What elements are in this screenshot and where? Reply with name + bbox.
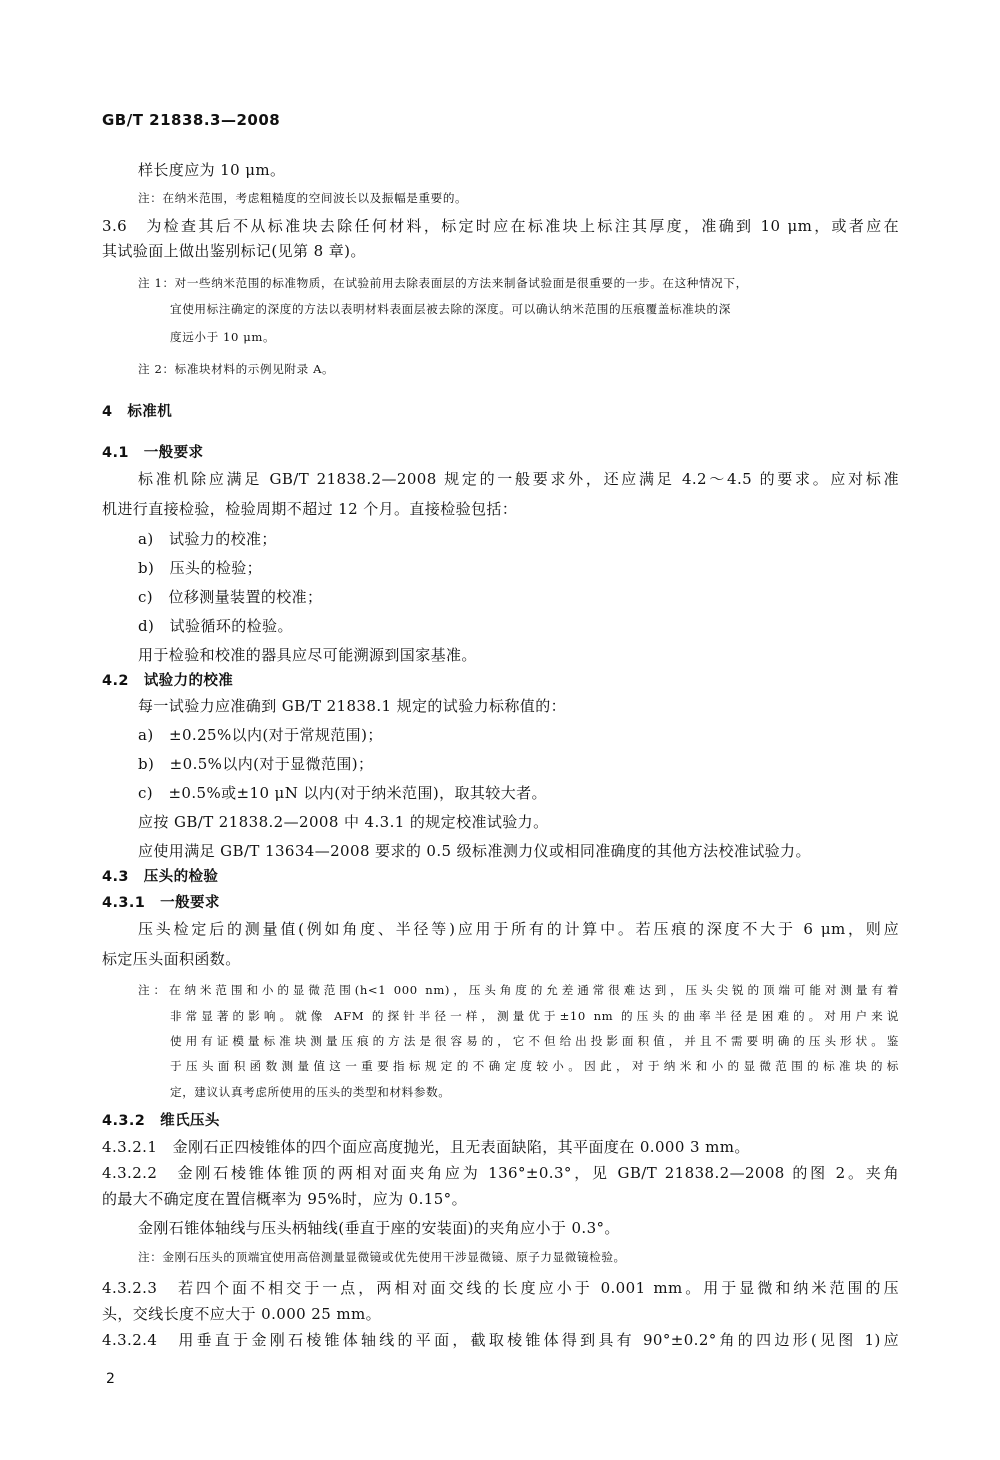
note-line: 注：在纳米范围，考虑粗糙度的空间波长以及振幅是重要的。 — [138, 191, 468, 205]
text-line: 的最大不确定度在置信概率为 95%时，应为 0.15°。 — [102, 1190, 467, 1208]
list-item: d) 试验循环的检验。 — [138, 617, 293, 635]
note-line: 注：金刚石压头的顶端宜使用高倍测量显微镜或优先使用干涉显微镜、原子力显微镜检验。 — [138, 1250, 626, 1264]
list-item: a) 试验力的校准； — [138, 530, 277, 548]
text-line: 金刚石锥体轴线与压头柄轴线(垂直于座的安装面)的夹角应小于 0.3°。 — [138, 1219, 620, 1237]
text-line: 标定压头面积函数。 — [102, 950, 241, 968]
clause-4-3-1-heading: 4.3.1 一般要求 — [102, 895, 220, 911]
list-item: c) ±0.5%或±10 μN 以内(对于纳米范围)，取其较大者。 — [138, 784, 547, 802]
note-line: 度远小于 10 μm。 — [170, 330, 276, 344]
text-line: 机进行直接检验，检验周期不超过 12 个月。直接检验包括： — [102, 500, 518, 518]
text-line: 头，交线长度不应大于 0.000 25 mm。 — [102, 1305, 381, 1323]
clause-4-3-2-3: 4.3.2.3 若四个面不相交于一点，两相对面交线的长度应小于 0.001 mm。用于显微和纳米范围的压 — [102, 1279, 899, 1297]
text-line: 应按 GB/T 21838.2—2008 中 4.3.1 的规定校准试验力。 — [138, 813, 549, 831]
note-line: 于压头面积函数测量值这一重要指标规定的不确定度较小。因此，对于纳米和小的显微范围的标准块的标 — [170, 1059, 899, 1073]
note-line: 定，建议认真考虑所使用的压头的类型和材料参数。 — [170, 1085, 451, 1099]
list-item: b) 压头的检验； — [138, 559, 263, 577]
clause-4-3-heading: 4.3 压头的检验 — [102, 869, 219, 885]
clause-4-2-heading: 4.2 试验力的校准 — [102, 673, 234, 689]
note-line: 使用有证模量标准块测量压痕的方法是很容易的，它不但给出投影面积值，并且不需要明确的压头形状。鉴 — [170, 1034, 899, 1048]
section-4-heading: 4 标准机 — [102, 404, 173, 420]
text-line: 其试验面上做出鉴别标记(见第 8 章)。 — [102, 242, 366, 260]
note-line: 宜使用标注确定的深度的方法以表明材料表面层被去除的深度。可以确认纳米范围的压痕覆盖标准块的深 — [170, 302, 731, 316]
list-item: a) ±0.25%以内(对于常规范围)； — [138, 726, 383, 744]
text-line: 应使用满足 GB/T 13634—2008 要求的 0.5 级标准测力仪或相同准确度的其他方法校准试验力。 — [138, 842, 811, 860]
clause-4-1-heading: 4.1 一般要求 — [102, 445, 204, 461]
list-item: b) ±0.5%以内(对于显微范围)； — [138, 755, 374, 773]
standard-header: GB/T 21838.3—2008 — [102, 111, 281, 129]
clause-4-3-2-heading: 4.3.2 维氏压头 — [102, 1113, 220, 1129]
note-line: 注：在纳米范围和小的显微范围(h<1 000 nm)，压头角度的允差通常很难达到，压头尖锐的顶端可能对测量有着 — [138, 983, 899, 997]
note-2-line: 注 2：标准块材料的示例见附录 A。 — [138, 362, 335, 376]
text-line: 每一试验力应准确到 GB/T 21838.1 规定的试验力标称值的： — [138, 697, 566, 715]
clause-4-3-2-1: 4.3.2.1 金刚石正四棱锥体的四个面应高度抛光，且无表面缺陷，其平面度在 0.000 3 mm。 — [102, 1138, 750, 1156]
note-line: 非常显著的影响。就像 AFM 的探针半径一样，测量优于±10 nm 的压头的曲率半径是困难的。对用户来说 — [170, 1009, 899, 1023]
list-item: c) 位移测量装置的校准； — [138, 588, 323, 606]
clause-4-3-2-4: 4.3.2.4 用垂直于金刚石棱锥体轴线的平面，截取棱锥体得到具有 90°±0.2°角的四边形(见图 1)应 — [102, 1331, 899, 1349]
text-line: 压头检定后的测量值(例如角度、半径等)应用于所有的计算中。若压痕的深度不大于 6 μm，则应 — [138, 920, 899, 938]
clause-3-6-line: 3.6 为检查其后不从标准块去除任何材料，标定时应在标准块上标注其厚度，准确到 10 μm，或者应在 — [102, 217, 899, 235]
clause-4-3-2-2: 4.3.2.2 金刚石棱锥体锥顶的两相对面夹角应为 136°±0.3°，见 GB/T 21838.2—2008 的图 2。夹角 — [102, 1164, 899, 1182]
text-line: 用于检验和校准的器具应尽可能溯源到国家基准。 — [138, 646, 477, 664]
page-number: 2 — [106, 1371, 116, 1387]
text-line: 标准机除应满足 GB/T 21838.2—2008 规定的一般要求外，还应满足 4.2～4.5 的要求。应对标准 — [138, 470, 899, 488]
note-1-line: 注 1：对一些纳米范围的标准物质，在试验前用去除表面层的方法来制备试验面是很重要的一步。在这种情况下， — [138, 276, 748, 290]
text-line: 样长度应为 10 μm。 — [138, 161, 286, 179]
